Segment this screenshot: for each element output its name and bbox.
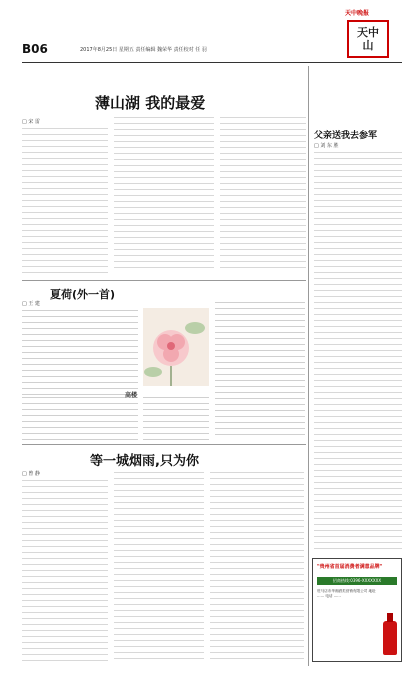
logo-box [347, 20, 389, 58]
poem-title: 夏荷(外一首) [50, 288, 116, 301]
article-body-1c [220, 115, 306, 270]
article-author-3: □ 曾 静 [22, 471, 40, 477]
masthead-logo [345, 8, 395, 68]
advertisement[interactable] [312, 558, 402, 662]
ad-text: 驻马店市华湘酒类营销有限公司 地址 …… 电话 …… [317, 589, 376, 598]
article-title-1: 薄山湖 我的最爱 [95, 94, 206, 112]
article-body-right [314, 150, 402, 550]
article-title-right: 父亲送我去参军 [314, 131, 378, 141]
article-body-1b [114, 115, 214, 270]
poem-lines-left2 [22, 395, 138, 441]
article-body-3a [22, 478, 108, 663]
column-divider [308, 66, 309, 666]
ad-banner: 招商热线:0396-XXXXXXX [317, 577, 397, 585]
article-author-1: □ 宋 雷 [22, 119, 40, 125]
poem-section-2-title: 高楼 [125, 392, 138, 399]
poem-lines-left [22, 308, 138, 408]
article-author-right: □ 刘 东 胜 [314, 143, 339, 149]
header-info: 2017年8月25日 星期五 责任编辑 魏荣华 责任校对 任 羽 [80, 47, 207, 53]
page-number: B06 [22, 42, 48, 56]
ad-title: "贵州省首届消费者满意品牌" [317, 564, 383, 570]
logo-small-text: 天中晚报 [345, 10, 370, 17]
article-body-3b [114, 470, 204, 663]
logo-box-text: 天中 山 [357, 26, 379, 52]
article-body-1 [22, 126, 108, 276]
poem-author: □ 王 建 [22, 301, 40, 307]
liquor-bottle-icon [383, 621, 397, 655]
poem-illustration [143, 308, 209, 386]
poem-lines-right [215, 300, 305, 440]
section-divider [22, 280, 306, 281]
poem-lines-mid [143, 395, 209, 441]
article-body-3c [210, 470, 304, 663]
section-divider-2 [22, 444, 306, 445]
article-title-3: 等一城烟雨,只为你 [90, 454, 199, 469]
